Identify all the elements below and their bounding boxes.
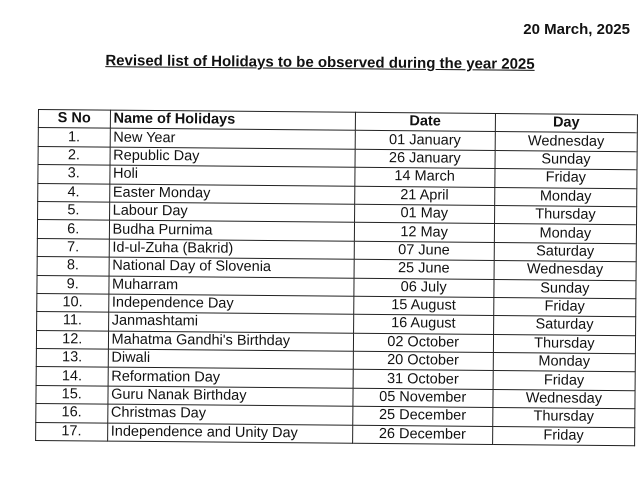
cell-date: 25 December [352, 407, 492, 427]
holiday-table-body [36, 128, 638, 446]
holiday-table [35, 109, 638, 446]
cell-sno: 14. [36, 367, 108, 386]
cell-date: 06 July [354, 278, 494, 298]
cell-name: Republic Day [110, 147, 355, 168]
cell-name: Janmashtami [108, 312, 353, 333]
cell-day: Monday [494, 224, 636, 244]
cell-name: Mahatma Gandhi's Birthday [108, 331, 353, 352]
cell-date: 14 March [354, 167, 494, 187]
cell-date: 12 May [354, 223, 494, 243]
cell-sno: 8. [37, 257, 109, 276]
cell-day: Monday [494, 187, 636, 207]
cell-day: Wednesday [495, 132, 637, 152]
cell-sno: 2. [38, 146, 110, 165]
document-date: 20 March, 2025 [523, 21, 630, 38]
cell-day: Friday [493, 297, 635, 317]
cell-name: Id-ul-Zuha (Bakrid) [109, 239, 354, 260]
cell-date: 05 November [353, 388, 493, 408]
cell-day: Friday [493, 371, 635, 391]
cell-name: Reformation Day [108, 368, 353, 389]
header-sno: S No [38, 110, 110, 129]
cell-date: 01 May [354, 204, 494, 224]
cell-date: 01 January [355, 131, 495, 151]
cell-day: Wednesday [494, 261, 636, 281]
cell-sno: 15. [36, 385, 108, 404]
cell-day: Thursday [493, 408, 635, 428]
cell-day: Monday [493, 353, 635, 373]
cell-date: 26 December [352, 425, 492, 445]
cell-name: Independence Day [108, 294, 353, 315]
cell-day: Wednesday [493, 389, 635, 409]
cell-sno: 5. [38, 201, 110, 220]
cell-day: Sunday [495, 150, 637, 170]
cell-day: Friday [495, 169, 637, 189]
cell-sno: 3. [38, 165, 110, 184]
cell-sno: 10. [37, 293, 109, 312]
cell-date: 25 June [354, 259, 494, 279]
cell-name: Diwali [108, 349, 353, 370]
cell-sno: 13. [36, 349, 108, 368]
cell-sno: 16. [36, 404, 108, 423]
cell-name: Muharram [108, 276, 353, 297]
cell-date: 02 October [353, 333, 493, 353]
cell-name: Christmas Day [107, 404, 352, 425]
cell-date: 15 August [353, 296, 493, 316]
header-date: Date [355, 112, 495, 132]
cell-date: 16 August [353, 315, 493, 335]
cell-sno: 17. [36, 422, 108, 441]
header-day: Day [495, 113, 637, 133]
cell-day: Thursday [494, 205, 636, 225]
cell-day: Friday [492, 426, 634, 446]
cell-name: Guru Nanak Birthday [108, 386, 353, 407]
cell-date: 21 April [354, 186, 494, 206]
cell-day: Saturday [494, 242, 636, 262]
cell-sno: 12. [36, 330, 108, 349]
cell-day: Thursday [493, 334, 635, 354]
cell-day: Sunday [494, 279, 636, 299]
cell-sno: 11. [37, 312, 109, 331]
cell-name: Independence and Unity Day [107, 423, 352, 444]
cell-sno: 6. [37, 220, 109, 239]
cell-day: Saturday [493, 316, 635, 336]
cell-name: National Day of Slovenia [109, 257, 354, 278]
cell-name: Holi [109, 165, 354, 186]
cell-sno: 9. [37, 275, 109, 294]
header-name: Name of Holidays [110, 110, 355, 131]
cell-name: Budha Purnima [109, 220, 354, 241]
cell-sno: 1. [38, 128, 110, 147]
cell-date: 31 October [353, 370, 493, 390]
cell-date: 07 June [354, 241, 494, 261]
cell-sno: 4. [38, 183, 110, 202]
cell-sno: 7. [37, 238, 109, 257]
cell-name: Easter Monday [109, 184, 354, 205]
document-title: Revised list of Holidays to be observed during the year 2025 [105, 52, 535, 73]
cell-name: New Year [110, 129, 355, 150]
cell-date: 20 October [353, 351, 493, 371]
cell-date: 26 January [355, 149, 495, 169]
cell-name: Labour Day [109, 202, 354, 223]
